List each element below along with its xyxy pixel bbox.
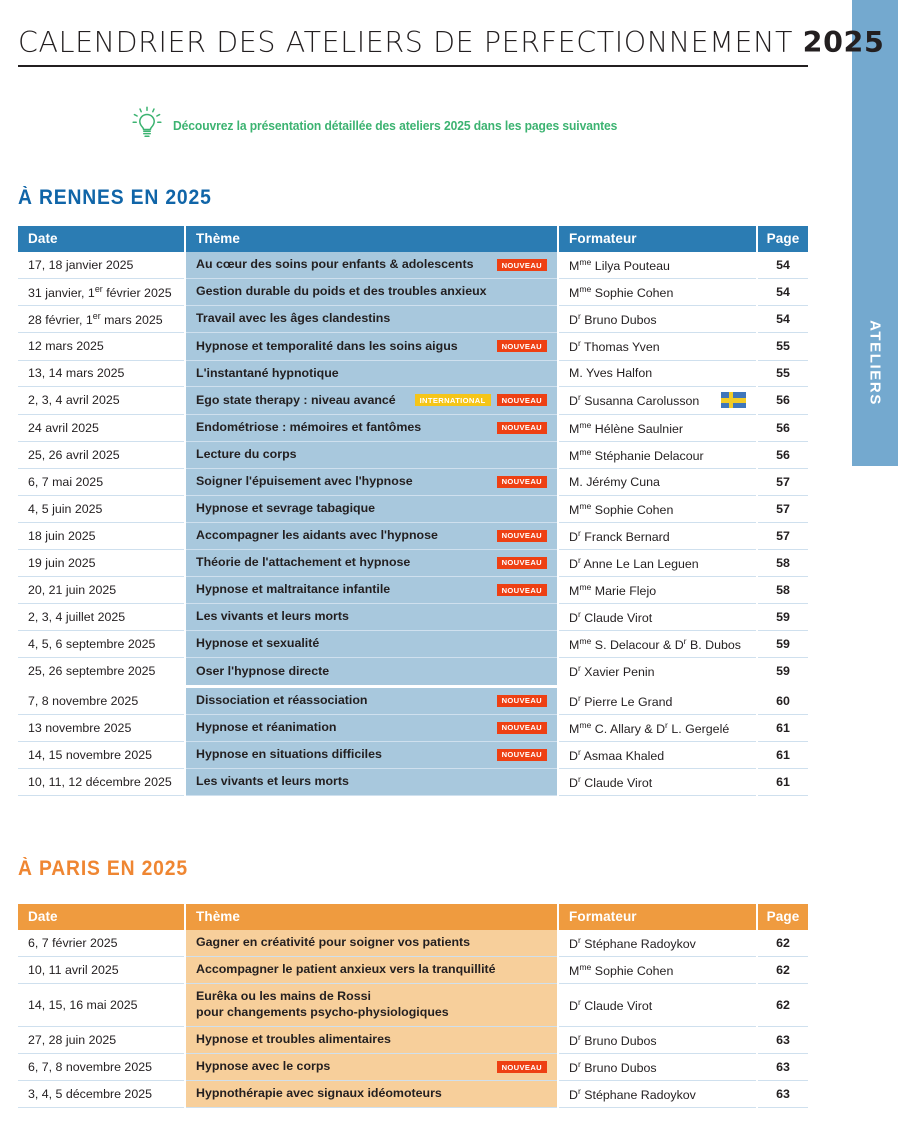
- formateur-name: $M^{me}$ Lilya Pouteau: [569, 257, 670, 274]
- cell-theme: [185, 768, 558, 795]
- cell-page: 58: [757, 549, 808, 576]
- table-body-paris: [18, 930, 808, 1108]
- cell-page: 56: [757, 387, 808, 414]
- badge-nouveau: NOUVEAU: [497, 394, 547, 406]
- cell-formateur: [558, 631, 757, 658]
- formateur-name: $D^r$ Bruno Dubos: [569, 1032, 657, 1049]
- cell-date: 31 janvier, 1er février 2025: [18, 279, 185, 306]
- table-row: [18, 1027, 808, 1054]
- badge-nouveau: NOUVEAU: [497, 422, 547, 434]
- formateur-name: $D^r$ Claude Virot: [569, 609, 653, 626]
- formateur-name: $D^r$ Bruno Dubos: [569, 311, 657, 328]
- cell-formateur: [558, 957, 757, 984]
- table-row: [18, 604, 808, 631]
- theme-label: Hypnose et sexualité: [196, 636, 320, 651]
- cell-theme: [185, 930, 558, 957]
- badge-nouveau: NOUVEAU: [497, 1061, 547, 1073]
- cell-page: 58: [757, 577, 808, 604]
- cell-page: 62: [757, 984, 808, 1027]
- cell-page: 57: [757, 495, 808, 522]
- theme-label: L'instantané hypnotique: [196, 365, 339, 380]
- cell-page: 61: [757, 741, 808, 768]
- cell-theme: [185, 686, 558, 714]
- cell-theme: [185, 714, 558, 741]
- cell-date: 4, 5, 6 septembre 2025: [18, 631, 185, 658]
- cell-theme: [185, 984, 558, 1027]
- column-header-date: Date: [18, 904, 185, 930]
- cell-date: 10, 11 avril 2025: [18, 957, 185, 984]
- badge-nouveau: NOUVEAU: [497, 557, 547, 569]
- cell-formateur: [558, 984, 757, 1027]
- theme-label: Dissociation et réassociation: [196, 692, 368, 707]
- cell-date: 24 avril 2025: [18, 414, 185, 441]
- cell-formateur: [558, 387, 757, 414]
- theme-label: Les vivants et leurs morts: [196, 774, 349, 788]
- cell-date: 12 mars 2025: [18, 333, 185, 360]
- table-row: [18, 549, 808, 576]
- formateur-name: $M^{me}$ S. Delacour & $D^r$ B. Dubos: [569, 636, 741, 653]
- theme-label: Accompagner les aidants avec l'hypnose: [196, 527, 438, 542]
- cell-formateur: [558, 741, 757, 768]
- column-header-page: Page: [757, 226, 808, 252]
- table-row: [18, 387, 808, 414]
- cell-page: 61: [757, 768, 808, 795]
- cell-formateur: [558, 414, 757, 441]
- page-header: [18, 26, 885, 67]
- theme-label: Eurêka ou les mains de Rossi pour changements psycho-physiologiques: [196, 989, 449, 1020]
- theme-label: Les vivants et leurs morts: [196, 609, 349, 624]
- formateur-name: $D^r$ Claude Virot: [569, 773, 653, 790]
- badge-group: [497, 476, 547, 488]
- table-row: [18, 577, 808, 604]
- cell-formateur: [558, 252, 757, 279]
- theme-label: Hypnose en situations difficiles: [196, 746, 382, 761]
- cell-theme: [185, 522, 558, 549]
- cell-date: 28 février, 1er mars 2025: [18, 306, 185, 333]
- badge-group: [497, 722, 547, 734]
- cell-formateur: [558, 768, 757, 795]
- table-row: [18, 1081, 808, 1108]
- cell-date: 3, 4, 5 décembre 2025: [18, 1081, 185, 1108]
- formateur-name: $D^r$ Susanna Carolusson: [569, 392, 700, 409]
- formateur-name: $D^r$ Stéphane Radoykov: [569, 935, 696, 952]
- badge-group: [497, 259, 547, 271]
- formateur-name: $D^r$ Pierre Le Grand: [569, 692, 673, 709]
- badge-group: [497, 1061, 547, 1073]
- cell-page: 54: [757, 279, 808, 306]
- cell-formateur: [558, 279, 757, 306]
- calendar-table-rennes: [18, 226, 808, 796]
- cell-theme: [185, 387, 558, 414]
- column-header-formateur: Formateur: [558, 226, 757, 252]
- theme-label: Endométriose : mémoires et fantômes: [196, 419, 422, 434]
- theme-label: Hypnose et troubles alimentaires: [196, 1032, 391, 1047]
- theme-label: Hypnose avec le corps: [196, 1059, 331, 1074]
- cell-date: 14, 15, 16 mai 2025: [18, 984, 185, 1027]
- cell-page: 62: [757, 930, 808, 957]
- lightbulb-icon: [132, 106, 162, 145]
- cell-formateur: [558, 577, 757, 604]
- cell-page: 63: [757, 1027, 808, 1054]
- table-row: [18, 984, 808, 1027]
- cell-theme: [185, 631, 558, 658]
- badge-group: [497, 584, 547, 596]
- badge-group: [497, 422, 547, 434]
- cell-date: 19 juin 2025: [18, 549, 185, 576]
- cell-page: 55: [757, 360, 808, 387]
- cell-page: 59: [757, 604, 808, 631]
- formateur-name: $M^{me}$ Hélène Saulnier: [569, 419, 683, 436]
- formateur-name: $D^r$ Claude Virot: [569, 997, 653, 1014]
- cell-formateur: [558, 306, 757, 333]
- cell-page: 54: [757, 252, 808, 279]
- table-row: [18, 252, 808, 279]
- badge-group: [497, 749, 547, 761]
- theme-label: Hypnose et réanimation: [196, 719, 337, 734]
- cell-date: 6, 7, 8 novembre 2025: [18, 1054, 185, 1081]
- badge-international: INTERNATIONAL: [415, 394, 491, 406]
- cell-date: 13 novembre 2025: [18, 714, 185, 741]
- cell-date: 18 juin 2025: [18, 522, 185, 549]
- cell-date: 4, 5 juin 2025: [18, 495, 185, 522]
- cell-theme: [185, 741, 558, 768]
- badge-group: [497, 530, 547, 542]
- table-row: [18, 414, 808, 441]
- badge-nouveau: NOUVEAU: [497, 584, 547, 596]
- section-heading-paris: À PARIS EN 2025: [18, 857, 188, 880]
- theme-label: Lecture du corps: [196, 446, 297, 461]
- formateur-name: $M^{me}$ Sophie Cohen: [569, 500, 674, 517]
- cell-theme: [185, 957, 558, 984]
- table-header-row: [18, 226, 808, 252]
- cell-page: 60: [757, 686, 808, 714]
- page-title: [18, 26, 885, 59]
- cell-page: 61: [757, 714, 808, 741]
- column-header-theme: Thème: [185, 904, 558, 930]
- formateur-name: $M^{me}$ Sophie Cohen: [569, 962, 674, 979]
- badge-nouveau: NOUVEAU: [497, 530, 547, 542]
- badge-nouveau: NOUVEAU: [497, 340, 547, 352]
- cell-formateur: [558, 604, 757, 631]
- formateur-name: M. Jérémy Cuna: [569, 474, 660, 489]
- cell-theme: [185, 468, 558, 495]
- formateur-name: $D^r$ Stéphane Radoykov: [569, 1086, 696, 1103]
- cell-date: 2, 3, 4 juillet 2025: [18, 604, 185, 631]
- theme-label: Accompagner le patient anxieux vers la tranquillité: [196, 962, 496, 977]
- page-title-text: CALENDRIER DES ATELIERS DE PERFECTIONNEMENT: [18, 26, 803, 59]
- column-header-theme: Thème: [185, 226, 558, 252]
- cell-theme: [185, 333, 558, 360]
- formateur-name: $M^{me}$ Stéphanie Delacour: [569, 446, 704, 463]
- theme-label: Gestion durable du poids et des troubles anxieux: [196, 284, 487, 299]
- formateur-name: $D^r$ Franck Bernard: [569, 527, 670, 544]
- badge-group: [497, 340, 547, 352]
- theme-label: Travail avec les âges clandestins: [196, 311, 391, 326]
- table-row: [18, 333, 808, 360]
- formateur-name: $D^r$ Xavier Penin: [569, 663, 655, 680]
- cell-theme: [185, 658, 558, 686]
- table-row: [18, 658, 808, 686]
- cell-page: 59: [757, 658, 808, 686]
- cell-page: 54: [757, 306, 808, 333]
- cell-theme: [185, 604, 558, 631]
- calendar-table-paris: [18, 904, 808, 1108]
- table-row: [18, 741, 808, 768]
- table-row: [18, 495, 808, 522]
- cell-page: 59: [757, 631, 808, 658]
- cell-date: 14, 15 novembre 2025: [18, 741, 185, 768]
- cell-date: 27, 28 juin 2025: [18, 1027, 185, 1054]
- formateur-name: $M^{me}$ Sophie Cohen: [569, 284, 674, 301]
- table-row: [18, 686, 808, 714]
- cell-date: 6, 7 mai 2025: [18, 468, 185, 495]
- flag-sweden-icon: [721, 392, 746, 408]
- section-heading-rennes: À RENNES EN 2025: [18, 186, 212, 209]
- table-row: [18, 714, 808, 741]
- badge-nouveau: NOUVEAU: [497, 259, 547, 271]
- badge-nouveau: NOUVEAU: [497, 695, 547, 707]
- cell-formateur: [558, 686, 757, 714]
- theme-label: Au cœur des soins pour enfants & adolescents: [196, 257, 474, 272]
- badge-group: [497, 557, 547, 569]
- tip-row: [132, 106, 651, 145]
- cell-date: 6, 7 février 2025: [18, 930, 185, 957]
- badge-group: [497, 695, 547, 707]
- cell-page: 57: [757, 522, 808, 549]
- cell-page: 62: [757, 957, 808, 984]
- cell-page: 63: [757, 1081, 808, 1108]
- cell-formateur: [558, 360, 757, 387]
- cell-page: 55: [757, 333, 808, 360]
- cell-formateur: [558, 1054, 757, 1081]
- table-row: [18, 279, 808, 306]
- cell-date: 25, 26 avril 2025: [18, 441, 185, 468]
- theme-label: Oser l'hypnose directe: [196, 663, 330, 678]
- theme-label: Hypnose et sevrage tabagique: [196, 500, 376, 515]
- formateur-name: $M^{me}$ C. Allary & $D^r$ L. Gergelé: [569, 719, 730, 736]
- theme-label: Théorie de l'attachement et hypnose: [196, 555, 411, 569]
- cell-theme: [185, 252, 558, 279]
- formateur-name: $D^r$ Anne Le Lan Leguen: [569, 554, 699, 571]
- formateur-name: $M^{me}$ Marie Flejo: [569, 582, 657, 599]
- cell-page: 63: [757, 1054, 808, 1081]
- table-row: [18, 631, 808, 658]
- formateur-name: M. Yves Halfon: [569, 366, 653, 381]
- title-divider: [18, 65, 808, 67]
- theme-label: Hypnothérapie avec signaux idéomoteurs: [196, 1086, 442, 1101]
- cell-formateur: [558, 522, 757, 549]
- cell-formateur: [558, 495, 757, 522]
- table-row: [18, 468, 808, 495]
- table-row: [18, 360, 808, 387]
- badge-nouveau: NOUVEAU: [497, 722, 547, 734]
- table-row: [18, 768, 808, 795]
- column-header-date: Date: [18, 226, 185, 252]
- cell-theme: [185, 414, 558, 441]
- badge-nouveau: NOUVEAU: [497, 749, 547, 761]
- side-tab-ateliers: [852, 0, 898, 466]
- cell-formateur: [558, 1027, 757, 1054]
- table-body-rennes: [18, 252, 808, 796]
- table-row: [18, 306, 808, 333]
- cell-date: 10, 11, 12 décembre 2025: [18, 768, 185, 795]
- theme-label: Hypnose et maltraitance infantile: [196, 582, 391, 597]
- cell-theme: [185, 549, 558, 576]
- cell-theme: [185, 441, 558, 468]
- cell-formateur: [558, 549, 757, 576]
- table-row: [18, 957, 808, 984]
- badge-nouveau: NOUVEAU: [497, 476, 547, 488]
- cell-theme: [185, 577, 558, 604]
- table-row: [18, 930, 808, 957]
- cell-formateur: [558, 333, 757, 360]
- page-title-year: 2025: [802, 26, 885, 59]
- table-row: [18, 522, 808, 549]
- cell-theme: [185, 1027, 558, 1054]
- cell-page: 57: [757, 468, 808, 495]
- cell-theme: [185, 279, 558, 306]
- cell-page: 56: [757, 414, 808, 441]
- cell-formateur: [558, 1081, 757, 1108]
- cell-theme: [185, 1081, 558, 1108]
- theme-label: Soigner l'épuisement avec l'hypnose: [196, 473, 413, 488]
- cell-theme: [185, 495, 558, 522]
- formateur-name: $D^r$ Thomas Yven: [569, 338, 660, 355]
- cell-date: 17, 18 janvier 2025: [18, 252, 185, 279]
- badge-group: [415, 394, 547, 406]
- cell-formateur: [558, 714, 757, 741]
- theme-label: Gagner en créativité pour soigner vos patients: [196, 935, 471, 950]
- cell-page: 56: [757, 441, 808, 468]
- table-row: [18, 1054, 808, 1081]
- column-header-formateur: Formateur: [558, 904, 757, 930]
- table-row: [18, 441, 808, 468]
- theme-label: Hypnose et temporalité dans les soins aigus: [196, 338, 458, 353]
- theme-label: Ego state therapy : niveau avancé: [196, 392, 396, 407]
- side-tab-label: ATELIERS: [866, 320, 884, 407]
- table-header-row: [18, 904, 808, 930]
- cell-theme: [185, 1054, 558, 1081]
- cell-date: 20, 21 juin 2025: [18, 577, 185, 604]
- cell-date: 13, 14 mars 2025: [18, 360, 185, 387]
- cell-date: 2, 3, 4 avril 2025: [18, 387, 185, 414]
- cell-formateur: [558, 658, 757, 686]
- cell-formateur: [558, 468, 757, 495]
- cell-date: 25, 26 septembre 2025: [18, 658, 185, 686]
- formateur-name: $D^r$ Asmaa Khaled: [569, 746, 665, 763]
- cell-theme: [185, 360, 558, 387]
- cell-formateur: [558, 930, 757, 957]
- cell-formateur: [558, 441, 757, 468]
- cell-theme: [185, 306, 558, 333]
- formateur-name: $D^r$ Bruno Dubos: [569, 1059, 657, 1076]
- column-header-page: Page: [757, 904, 808, 930]
- tip-text: Découvrez la présentation détaillée des ateliers 2025 dans les pages suivantes: [173, 118, 618, 133]
- cell-date: 7, 8 novembre 2025: [18, 686, 185, 714]
